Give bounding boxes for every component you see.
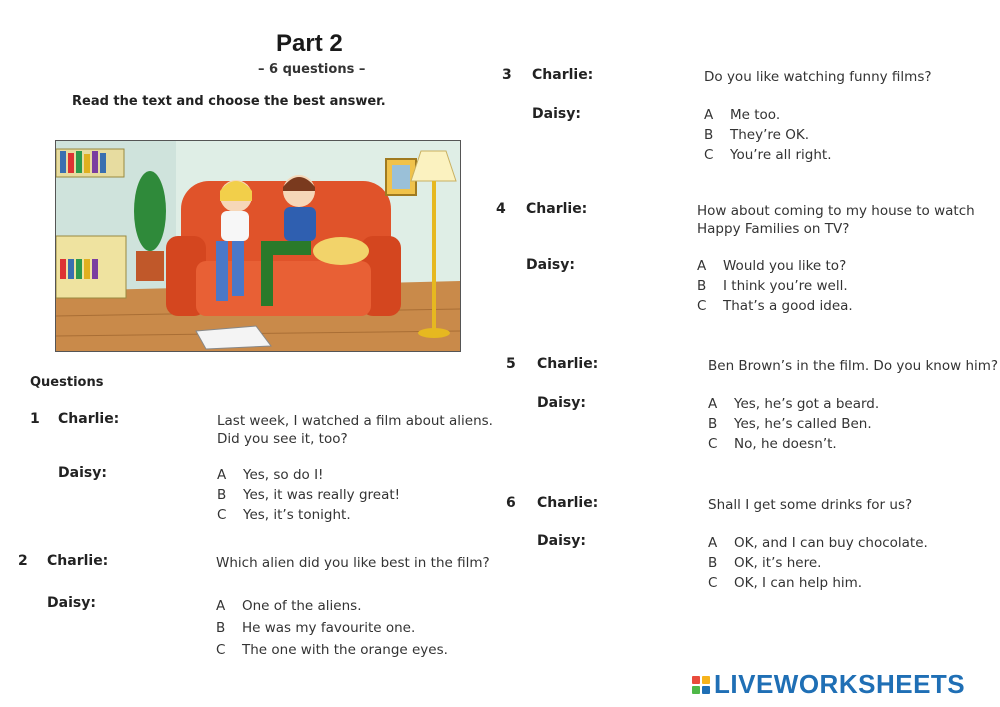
option-b[interactable] (704, 125, 832, 145)
option-b[interactable] (708, 414, 879, 434)
option-b[interactable] (217, 485, 400, 505)
option-text: Yes, he’s got a beard. (734, 396, 880, 412)
speaker-daisy: Daisy: (58, 465, 107, 481)
option-letter: C (217, 507, 227, 523)
speaker-daisy: Daisy: (526, 257, 575, 273)
question-prompt-line: How about coming to my house to watch (697, 203, 975, 219)
answer-options (217, 465, 400, 525)
speaker-daisy: Daisy: (532, 106, 581, 122)
option-b[interactable] (708, 553, 928, 573)
question-number: 3 (502, 67, 512, 83)
speaker-charlie: Charlie: (532, 67, 594, 83)
option-letter: C (704, 147, 714, 163)
option-letter: B (704, 127, 714, 143)
speaker-charlie: Charlie: (537, 356, 599, 372)
question-number: 5 (506, 356, 516, 372)
answer-options (708, 394, 879, 454)
question-prompt-line: Ben Brown’s in the film. Do you know him? (708, 358, 999, 374)
answer-options (697, 256, 853, 316)
answer-options (708, 533, 928, 593)
option-text: They’re OK. (730, 127, 810, 143)
speaker-charlie: Charlie: (526, 201, 588, 217)
option-c[interactable] (217, 505, 400, 525)
instruction-text: Read the text and choose the best answer. (72, 94, 386, 109)
question-number: 2 (18, 553, 28, 569)
option-letter: B (217, 487, 227, 503)
speaker-daisy: Daisy: (47, 595, 96, 611)
option-letter: C (708, 436, 718, 452)
option-a[interactable] (708, 394, 879, 414)
option-letter: A (704, 107, 714, 123)
page-subtitle: – 6 questions – (258, 62, 366, 77)
option-text: Me too. (730, 107, 781, 123)
option-text: The one with the orange eyes. (242, 642, 448, 658)
option-letter: C (216, 642, 226, 658)
question-prompt-line: Did you see it, too? (217, 431, 348, 447)
option-text: You’re all right. (730, 147, 832, 163)
speaker-daisy: Daisy: (537, 395, 586, 411)
question-prompt-line: Shall I get some drinks for us? (708, 497, 913, 513)
option-text: OK, it’s here. (734, 555, 822, 571)
option-text: OK, and I can buy chocolate. (734, 535, 928, 551)
option-letter: A (708, 396, 718, 412)
question-number: 4 (496, 201, 506, 217)
option-letter: A (697, 258, 707, 274)
logo-badge-icon (692, 676, 710, 694)
questions-heading: Questions (30, 375, 104, 390)
option-text: Yes, he’s called Ben. (734, 416, 872, 432)
option-letter: B (697, 278, 707, 294)
speaker-charlie: Charlie: (47, 553, 109, 569)
speaker-charlie: Charlie: (58, 411, 120, 427)
answer-options (704, 105, 832, 165)
question-prompt-line: Last week, I watched a film about aliens. (217, 413, 493, 429)
option-c[interactable] (704, 145, 832, 165)
option-a[interactable] (216, 595, 448, 617)
option-letter: A (217, 467, 227, 483)
option-letter: C (697, 298, 707, 314)
living-room-picture (56, 141, 460, 351)
option-text: OK, I can help him. (734, 575, 863, 591)
question-prompt-line: Happy Families on TV? (697, 221, 850, 237)
page-title: Part 2 (276, 30, 343, 57)
option-text: He was my favourite one. (242, 620, 416, 636)
question-prompt-line: Do you like watching funny films? (704, 69, 932, 85)
option-letter: C (708, 575, 718, 591)
option-text: Would you like to? (723, 258, 847, 274)
option-b[interactable] (697, 276, 853, 296)
option-text: One of the aliens. (242, 598, 362, 614)
answer-options (216, 595, 448, 661)
option-letter: A (216, 598, 226, 614)
option-a[interactable] (708, 533, 928, 553)
option-c[interactable] (708, 434, 879, 454)
question-number: 6 (506, 495, 516, 511)
option-c[interactable] (708, 573, 928, 593)
option-text: I think you’re well. (723, 278, 848, 294)
option-text: That’s a good idea. (723, 298, 853, 314)
option-text: Yes, so do I! (243, 467, 324, 483)
speaker-daisy: Daisy: (537, 533, 586, 549)
option-a[interactable] (217, 465, 400, 485)
option-letter: A (708, 535, 718, 551)
speaker-charlie: Charlie: (537, 495, 599, 511)
option-letter: B (708, 555, 718, 571)
logo-text: LIVEWORKSHEETS (714, 669, 966, 699)
question-prompt-line: Which alien did you like best in the film? (216, 555, 490, 571)
option-text: No, he doesn’t. (734, 436, 837, 452)
option-c[interactable] (697, 296, 853, 316)
option-text: Yes, it was really great! (243, 487, 401, 503)
question-number: 1 (30, 411, 40, 427)
option-a[interactable] (704, 105, 832, 125)
option-text: Yes, it’s tonight. (243, 507, 351, 523)
option-c[interactable] (216, 639, 448, 661)
option-a[interactable] (697, 256, 853, 276)
illustration-living-room (55, 140, 461, 352)
option-b[interactable] (216, 617, 448, 639)
liveworksheets-logo[interactable] (692, 669, 965, 700)
option-letter: B (708, 416, 718, 432)
option-letter: B (216, 620, 226, 636)
